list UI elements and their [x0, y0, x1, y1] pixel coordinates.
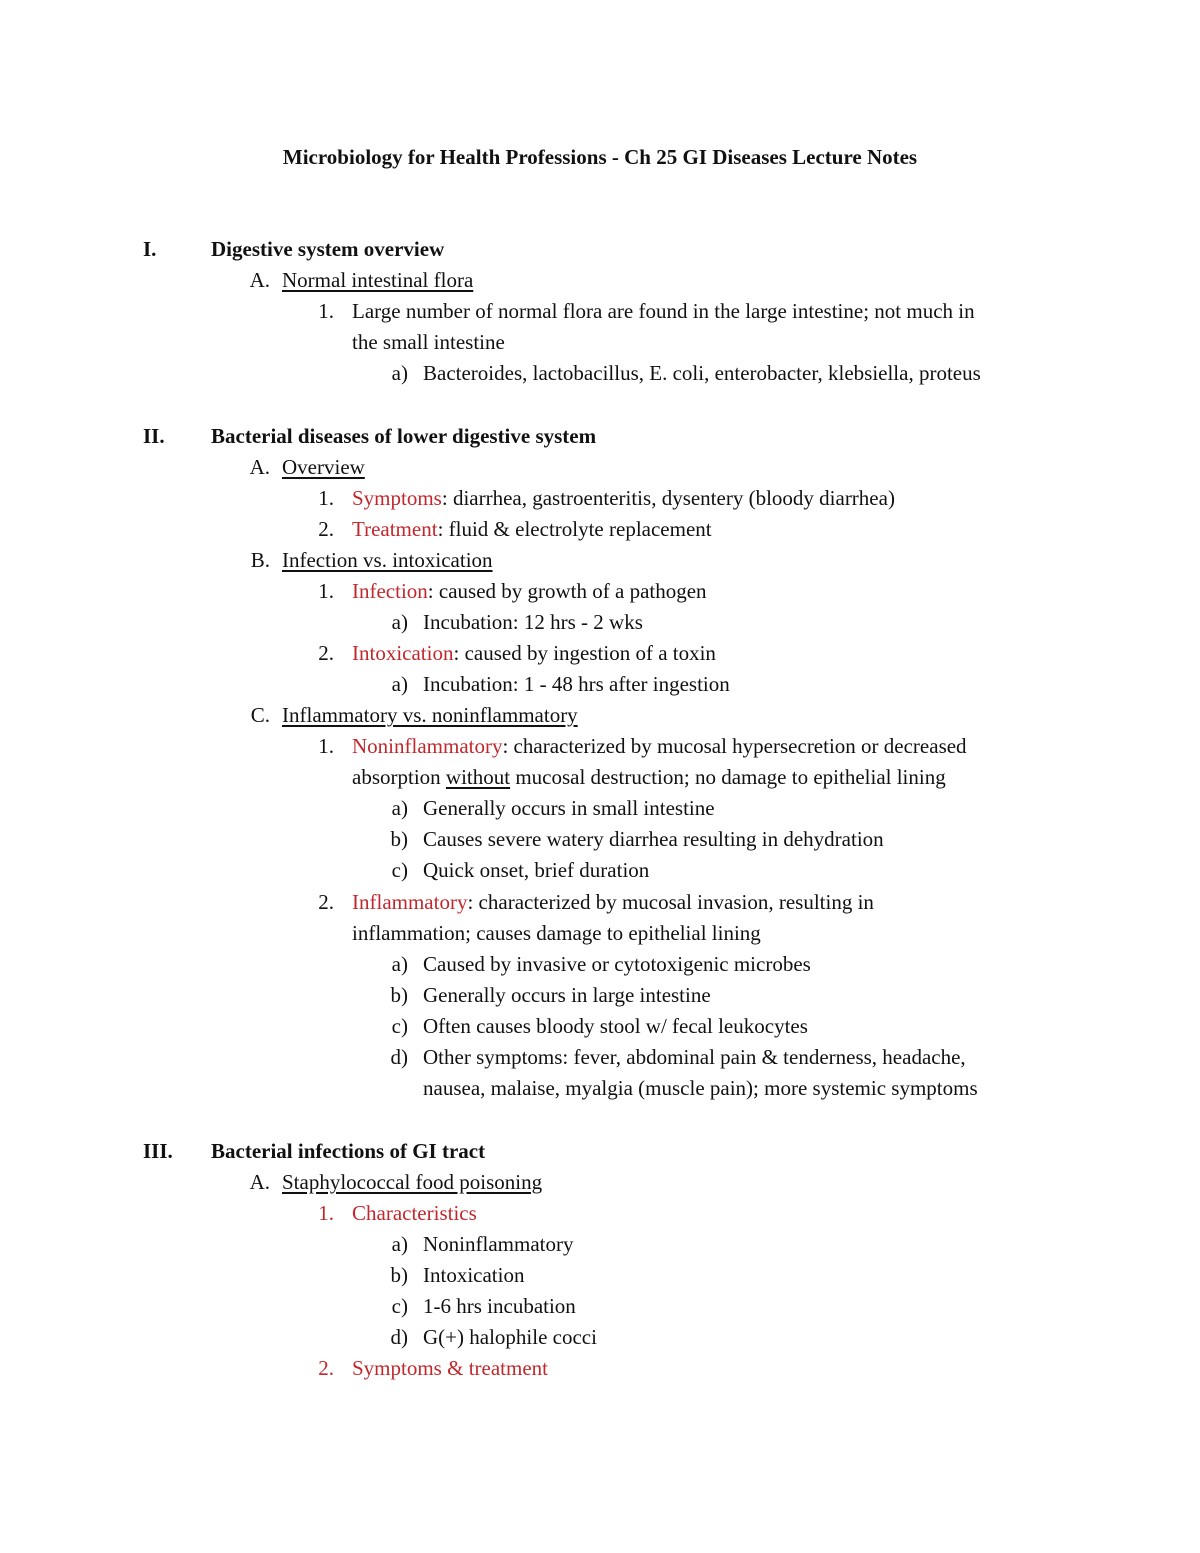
item-text: Noninflammatory — [423, 1232, 574, 1256]
item-text — [352, 483, 895, 514]
item-marker: 2. — [318, 1356, 334, 1380]
term-highlight: Treatment — [352, 517, 438, 541]
item-heading: Infection vs. intoxication — [282, 548, 493, 572]
term-highlight: Intoxication — [352, 641, 454, 665]
item-text — [352, 731, 967, 762]
item-text: Caused by invasive or cytotoxigenic microbes — [423, 952, 811, 976]
item-text — [352, 514, 712, 545]
item-text: Other symptoms: fever, abdominal pain & tenderness, headache, — [423, 1045, 966, 1069]
text-run: mucosal destruction; no damage to epithelial lining — [510, 765, 946, 789]
section-number: III. — [143, 1139, 173, 1163]
term-definition: : diarrhea, gastroenteritis, dysentery (bloody diarrhea) — [441, 486, 895, 510]
item-heading: Normal intestinal flora — [282, 268, 474, 292]
item-heading: Staphylococcal food poisoning — [282, 1170, 543, 1194]
item-text: Quick onset, brief duration — [423, 858, 650, 882]
item-text — [352, 638, 716, 669]
item-text: G(+) halophile cocci — [423, 1325, 597, 1349]
item-marker: b) — [390, 827, 408, 851]
section-title: Bacterial infections of GI tract — [211, 1139, 486, 1163]
item-heading-red: Characteristics — [352, 1201, 477, 1225]
item-text: Incubation: 12 hrs - 2 wks — [423, 610, 643, 634]
item-text: inflammation; causes damage to epithelial lining — [352, 921, 761, 945]
item-marker: 1. — [318, 1201, 334, 1225]
term-highlight: Noninflammatory — [352, 734, 503, 758]
section-title: Bacterial diseases of lower digestive system — [211, 424, 597, 448]
item-marker: C. — [250, 703, 270, 727]
item-heading: Inflammatory vs. noninflammatory — [282, 703, 578, 727]
item-marker: c) — [391, 1294, 408, 1318]
item-marker: A. — [249, 455, 270, 479]
item-marker: a) — [391, 796, 408, 820]
item-marker: 2. — [318, 517, 334, 541]
item-text: Often causes bloody stool w/ fecal leukocytes — [423, 1014, 808, 1038]
item-marker: a) — [391, 672, 408, 696]
item-marker: b) — [390, 1263, 408, 1287]
item-marker: 1. — [318, 299, 334, 323]
section-title: Digestive system overview — [211, 237, 445, 261]
text-run: absorption — [352, 765, 446, 789]
item-text: 1-6 hrs incubation — [423, 1294, 576, 1318]
item-text: Bacteroides, lactobacillus, E. coli, enterobacter, klebsiella, proteus — [423, 361, 981, 385]
item-text: Incubation: 1 - 48 hrs after ingestion — [423, 672, 730, 696]
term-definition: : characterized by mucosal hypersecretion or decreased — [502, 734, 967, 758]
item-marker: a) — [391, 361, 408, 385]
item-marker: d) — [390, 1045, 408, 1069]
item-marker: a) — [391, 610, 408, 634]
item-marker: c) — [391, 1014, 408, 1038]
item-marker: 1. — [318, 734, 334, 758]
item-text — [352, 887, 874, 918]
term-definition: : caused by ingestion of a toxin — [453, 641, 716, 665]
item-text: Intoxication — [423, 1263, 525, 1287]
item-text — [352, 762, 946, 793]
term-highlight: Symptoms — [352, 486, 442, 510]
item-text: Generally occurs in large intestine — [423, 983, 711, 1007]
term-definition: : fluid & electrolyte replacement — [437, 517, 712, 541]
item-marker: B. — [250, 548, 270, 572]
item-marker: A. — [249, 1170, 270, 1194]
item-marker: a) — [391, 1232, 408, 1256]
item-heading: Overview — [282, 455, 365, 479]
item-marker: A. — [249, 268, 270, 292]
term-definition: : characterized by mucosal invasion, resulting in — [467, 890, 874, 914]
item-marker: 1. — [318, 486, 334, 510]
section-number: II. — [143, 424, 165, 448]
item-text — [352, 576, 707, 607]
item-marker: 2. — [318, 641, 334, 665]
term-highlight: Infection — [352, 579, 428, 603]
item-marker: a) — [391, 952, 408, 976]
section-number: I. — [143, 237, 157, 261]
page-title: Microbiology for Health Professions - Ch 25 GI Diseases Lecture Notes — [282, 145, 918, 169]
item-marker: c) — [391, 858, 408, 882]
term-highlight: Inflammatory — [352, 890, 468, 914]
item-marker: 1. — [318, 579, 334, 603]
item-marker: 2. — [318, 890, 334, 914]
item-text: Generally occurs in small intestine — [423, 796, 715, 820]
item-text: the small intestine — [352, 330, 505, 354]
emphasis-underline: without — [445, 765, 511, 789]
item-text: Large number of normal flora are found in the large intestine; not much in — [352, 299, 975, 323]
item-marker: b) — [390, 983, 408, 1007]
item-heading-red: Symptoms & treatment — [352, 1356, 548, 1380]
item-text: Causes severe watery diarrhea resulting in dehydration — [423, 827, 884, 851]
item-marker: d) — [390, 1325, 408, 1349]
item-text: nausea, malaise, myalgia (muscle pain); more systemic symptoms — [423, 1076, 978, 1100]
term-definition: : caused by growth of a pathogen — [427, 579, 707, 603]
